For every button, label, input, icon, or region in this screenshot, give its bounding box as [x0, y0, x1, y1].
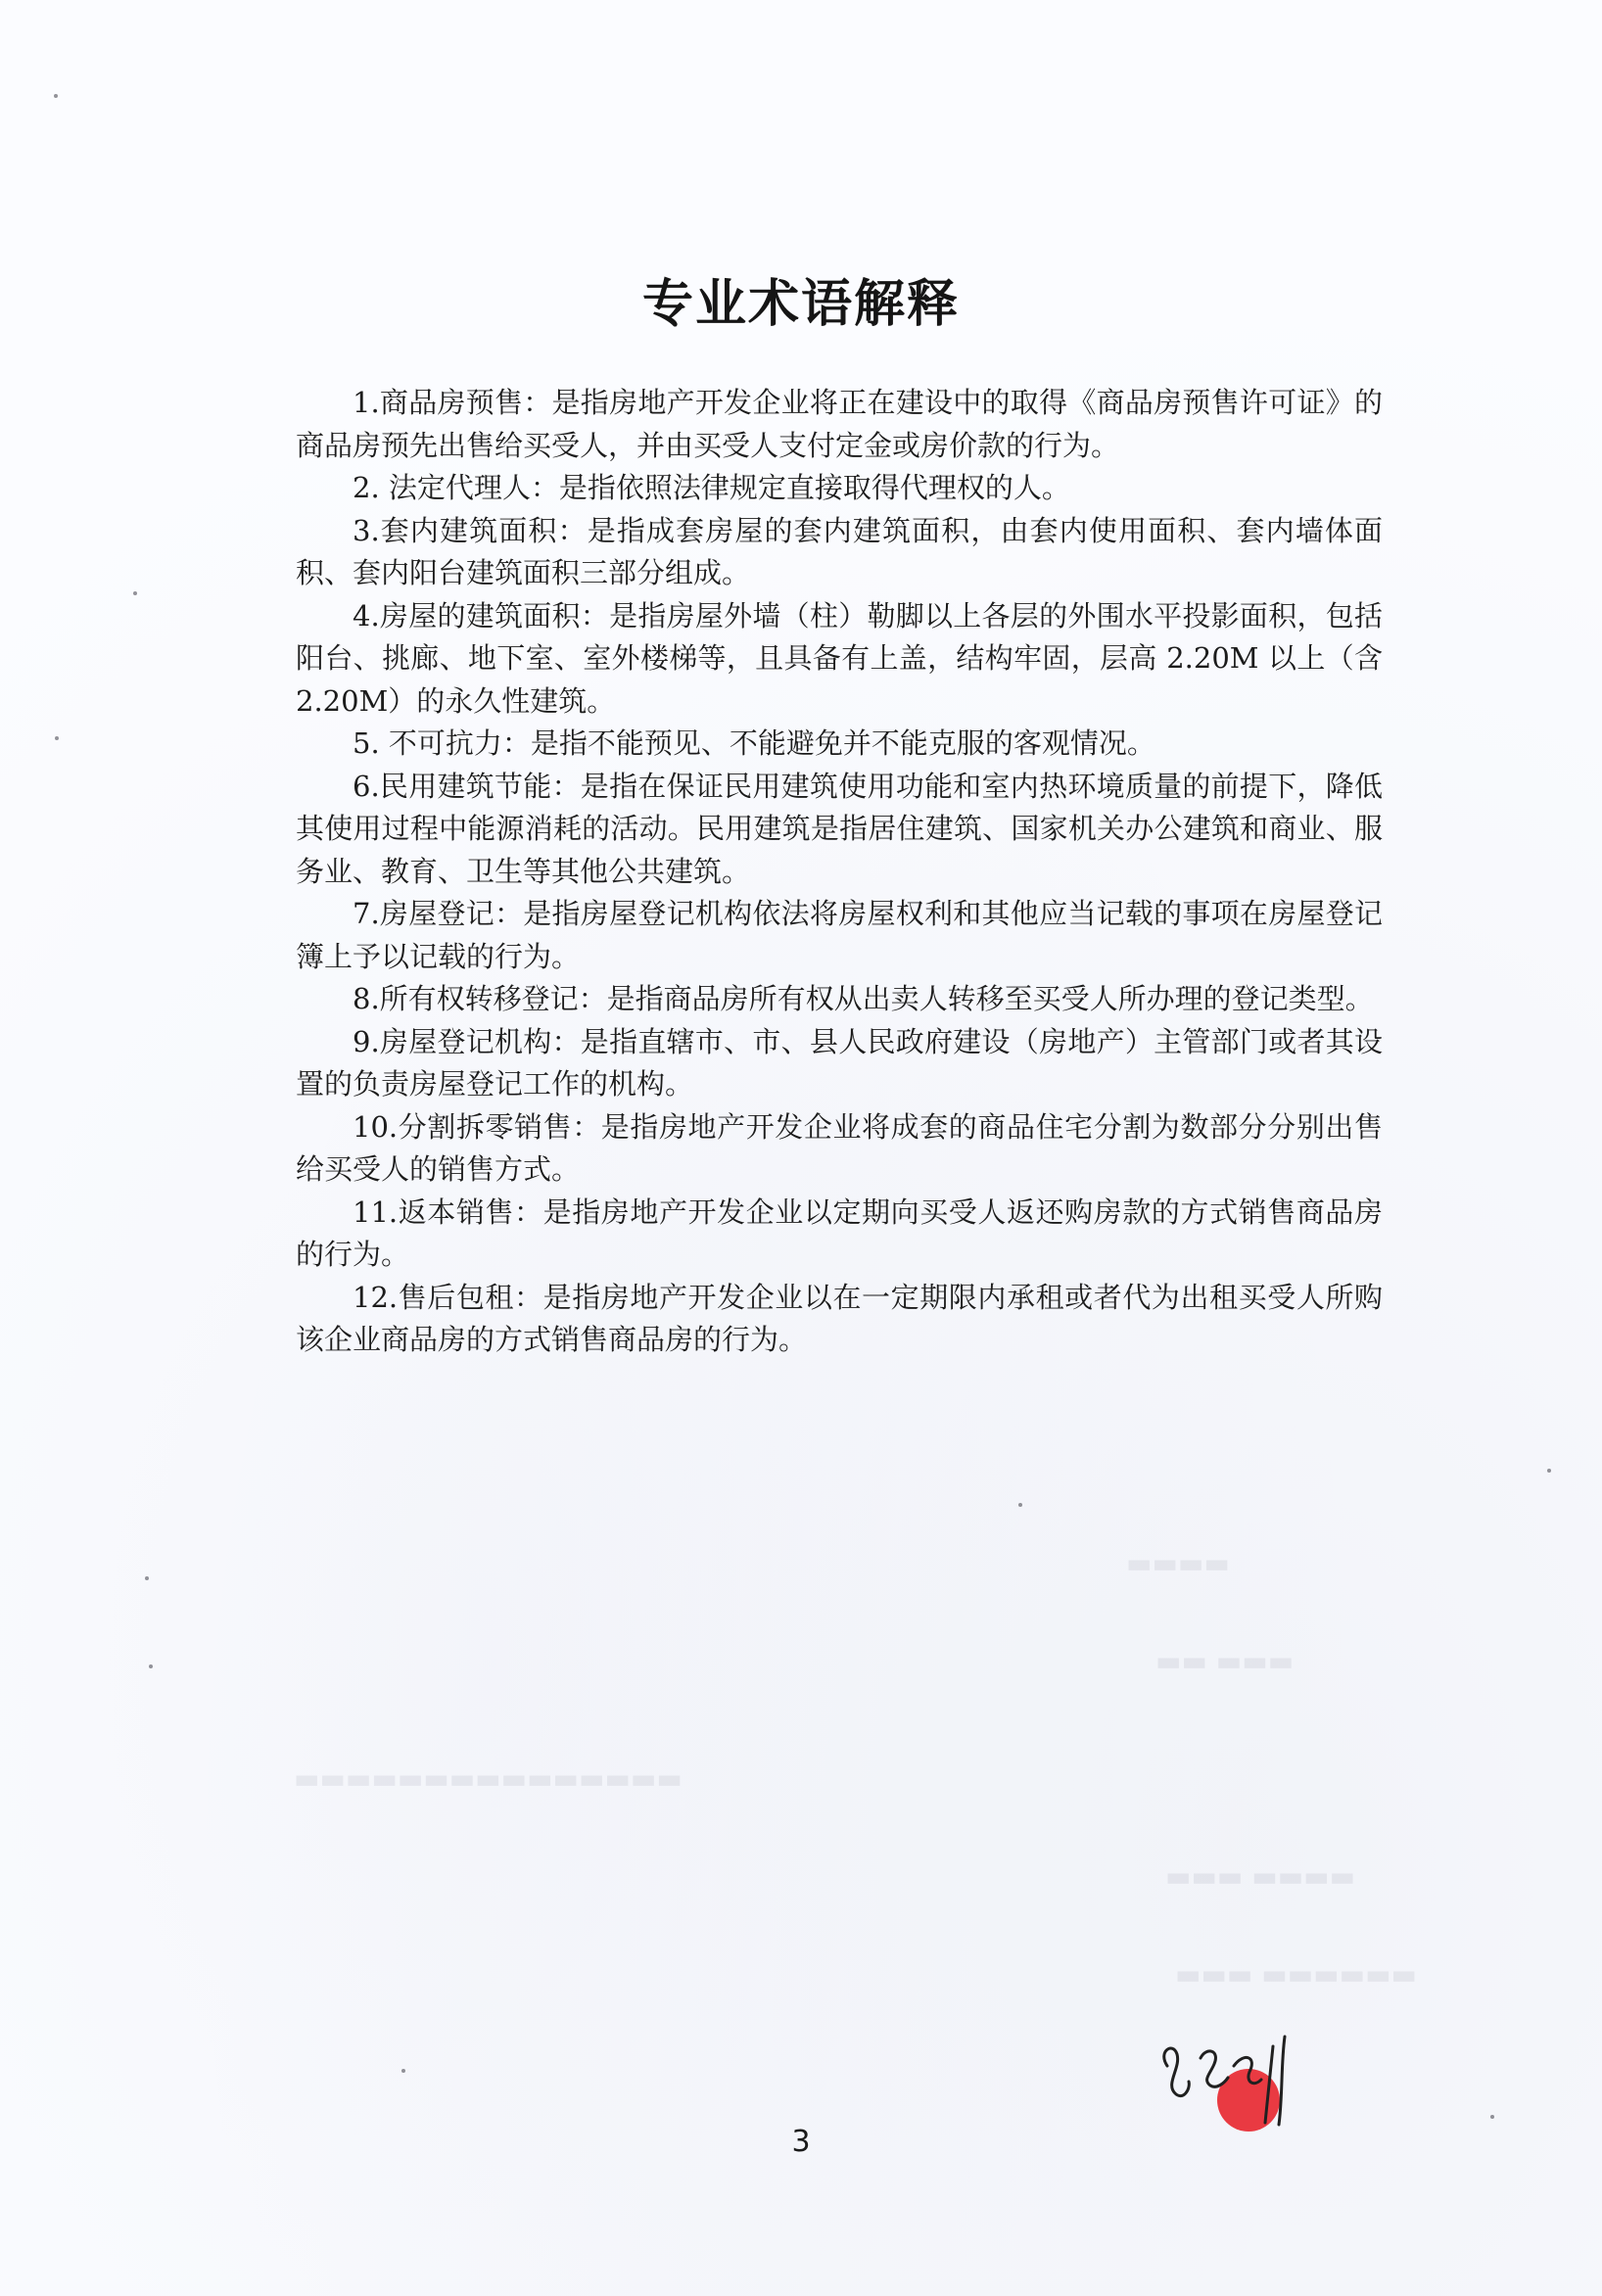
scan-speck — [133, 591, 137, 595]
term-item: 8.所有权转移登记：是指商品房所有权从出卖人转移至买受人所办理的登记类型。 — [353, 982, 1374, 1015]
term-item: 4.房屋的建筑面积：是指房屋外墙（柱）勒脚以上各层的外围水平投影面积，包括阳台、挑廊、地下室、室外楼梯等，且具备有上盖，结构牢固，层高 2.20M 以上（含 2.20M）的永久性建筑。 — [296, 598, 1383, 718]
scan-speck — [145, 1576, 149, 1580]
term-list — [296, 382, 1383, 1362]
bleed-through: ▬▬ ▬▬▬ — [1155, 1645, 1295, 1677]
bleed-through: ▬▬▬ ▬▬▬▬▬▬ — [1175, 1958, 1417, 1991]
page-number: 3 — [791, 2125, 811, 2159]
term-item: 9.房屋登记机构：是指直辖市、市、县人民政府建设（房地产）主管部门或者其设置的负责房屋登记工作的机构。 — [296, 1024, 1383, 1101]
term-item: 2. 法定代理人：是指依照法律规定直接取得代理权的人。 — [353, 471, 1070, 504]
scan-speck — [1018, 1503, 1022, 1507]
scan-speck — [55, 736, 59, 740]
term-item: 11.返本销售：是指房地产开发企业以定期向买受人返还购房款的方式销售商品房的行为。 — [296, 1195, 1383, 1271]
scan-speck — [1490, 2115, 1494, 2119]
bleed-through: ▬▬▬▬▬▬▬▬▬▬▬▬▬▬▬ — [294, 1762, 683, 1795]
seal-signature — [1155, 2007, 1322, 2144]
term-item: 6.民用建筑节能：是指在保证民用建筑使用功能和室内热环境质量的前提下，降低其使用过程中能源消耗的活动。民用建筑是指居住建筑、国家机关办公建筑和商业、服务业、教育、卫生等其他公共建筑。 — [296, 769, 1383, 888]
term-item: 12.售后包租：是指房地产开发企业以在一定期限内承租或者代为出租买受人所购该企业商品房的方式销售商品房的行为。 — [296, 1280, 1383, 1356]
bleed-through: ▬▬▬▬ — [1126, 1547, 1230, 1579]
term-item: 3.套内建筑面积：是指成套房屋的套内建筑面积，由套内使用面积、套内墙体面积、套内阳台建筑面积三部分组成。 — [296, 513, 1383, 589]
term-item: 10.分割拆零销售：是指房地产开发企业将成套的商品住宅分割为数部分分别出售给买受人的销售方式。 — [296, 1109, 1383, 1186]
term-item: 5. 不可抗力：是指不能预见、不能避免并不能克服的客观情况。 — [353, 726, 1155, 760]
term-item: 1.商品房预售：是指房地产开发企业将正在建设中的取得《商品房预售许可证》的商品房预先出售给买受人，并由买受人支付定金或房价款的行为。 — [296, 386, 1383, 462]
scan-speck — [149, 1664, 153, 1668]
scan-speck — [54, 94, 58, 98]
bleed-through: ▬▬▬ ▬▬▬▬ — [1165, 1860, 1356, 1893]
page-title: 专业术语解释 — [641, 275, 960, 334]
scan-speck — [1547, 1469, 1551, 1473]
term-item: 7.房屋登记：是指房屋登记机构依法将房屋权利和其他应当记载的事项在房屋登记簿上予以记载的行为。 — [296, 897, 1383, 973]
scan-speck — [401, 2069, 405, 2073]
